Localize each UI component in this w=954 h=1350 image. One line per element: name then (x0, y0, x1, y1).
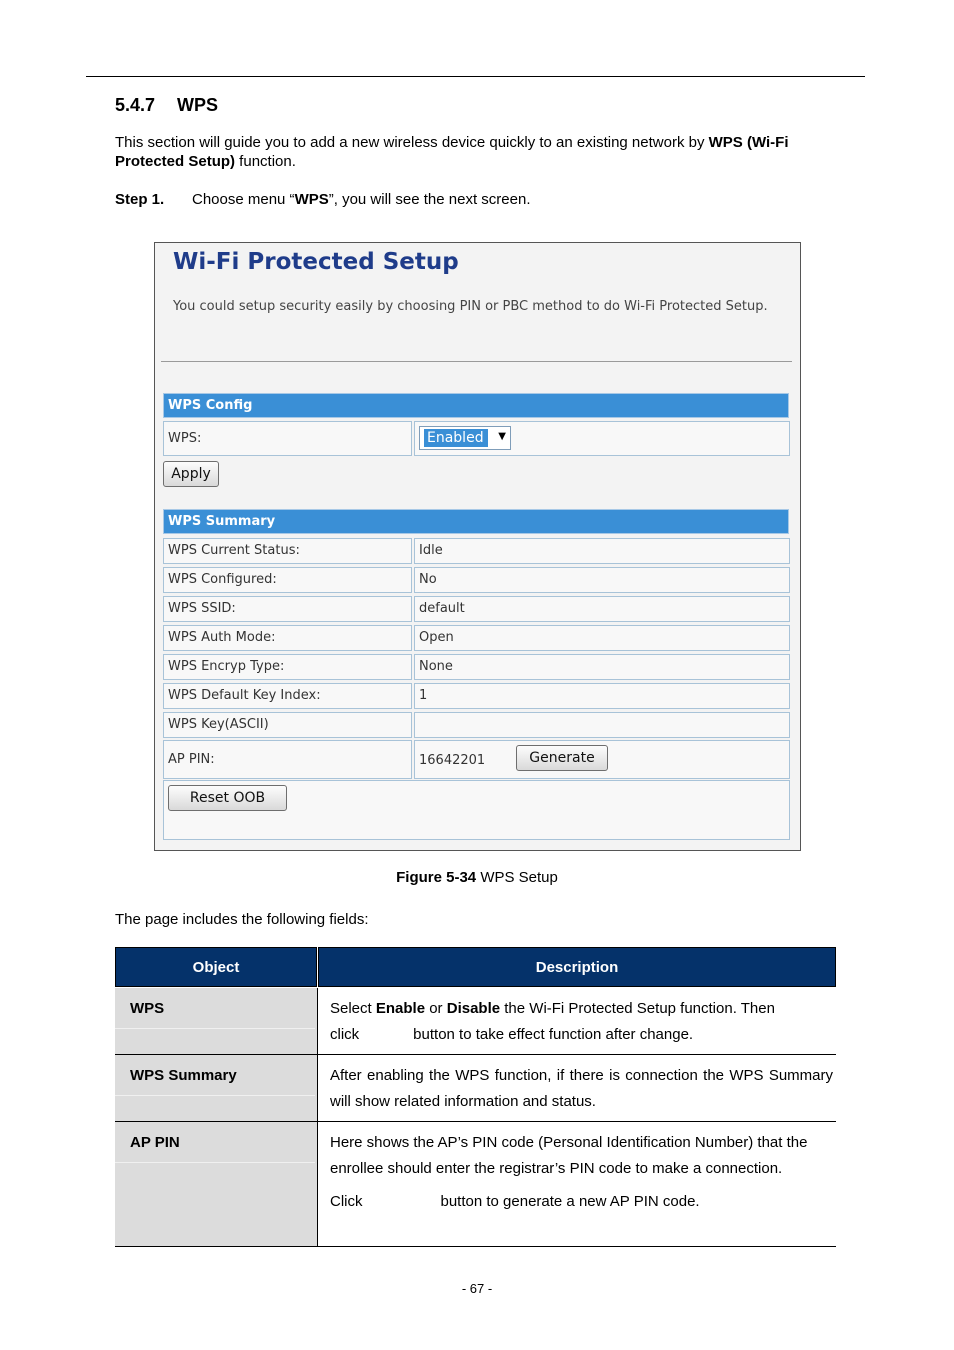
step-1 (115, 190, 531, 209)
desc-text: Here shows the AP’s PIN code (Personal Identification Number) that the enrollee should enter the registrar’s PIN code to make a connection. (330, 1134, 808, 1177)
ap-pin-label: AP PIN: (163, 740, 412, 779)
generate-button[interactable]: Generate (516, 745, 608, 771)
desc-text: the Wi-Fi Protected Setup function. Then (500, 1000, 775, 1017)
intro-text: This section will guide you to add a new wireless device quickly to an existing network by (115, 134, 709, 151)
summary-value: Open (414, 625, 790, 651)
desc-text: button to generate a new AP PIN code. (440, 1193, 700, 1210)
desc-text: Click (330, 1193, 363, 1210)
wps-config-header: WPS Config (163, 393, 789, 418)
table-row-description: After enabling the WPS function, if there is connection the WPS Summary will show related information and status. (330, 1067, 833, 1110)
summary-value: Idle (414, 538, 790, 564)
intro-text-end: function. (235, 153, 296, 170)
intro-paragraph (115, 133, 837, 171)
summary-label: WPS Key(ASCII) (163, 712, 412, 738)
wps-page-description: You could setup security easily by choosing PIN or PBC method to do Wi-Fi Protected Setup. (173, 299, 768, 314)
table-row-object (115, 1055, 317, 1121)
summary-value: default (414, 596, 790, 622)
summary-label: WPS Current Status: (163, 538, 412, 564)
summary-label: WPS Auth Mode: (163, 625, 412, 651)
page-number: - 67 - (461, 1281, 493, 1296)
object-name: WPS (130, 1000, 165, 1017)
column-header-object: Object (115, 947, 317, 987)
desc-text: or (425, 1000, 447, 1017)
step-text-end: ”, you will see the next screen. (328, 191, 531, 208)
summary-label: WPS Encryp Type: (163, 654, 412, 680)
table-row-object (115, 1122, 317, 1246)
wps-setup-screenshot (154, 242, 801, 851)
ap-pin-value: 16642201 (419, 753, 486, 768)
desc-bold: Enable (375, 1000, 426, 1017)
section-title: WPS (177, 95, 219, 115)
desc-text: button to take effect function after change. (413, 1026, 694, 1043)
section-number: 5.4.7 (115, 95, 156, 115)
fields-intro: The page includes the following fields: (115, 911, 369, 928)
step-text: Choose menu “ (192, 191, 295, 208)
summary-label: WPS Default Key Index: (163, 683, 412, 709)
reset-oob-button[interactable]: Reset OOB (168, 785, 287, 811)
intro-bold: WPS (Wi-Fi Protected Setup) (115, 134, 789, 170)
desc-text: Select (330, 1000, 376, 1017)
row-divider (115, 1246, 836, 1247)
summary-value: None (414, 654, 790, 680)
step-label: Step 1. (115, 191, 165, 208)
object-name: AP PIN (130, 1134, 180, 1151)
wps-summary-header: WPS Summary (163, 509, 789, 534)
wps-page-title: Wi-Fi Protected Setup (173, 249, 459, 275)
header-rule (86, 76, 865, 77)
caption-text: WPS Setup (476, 869, 558, 886)
caption-label: Figure 5-34 (396, 869, 477, 886)
summary-value: No (414, 567, 790, 593)
wps-selected-option: Enabled (424, 429, 488, 447)
desc-text: click (330, 1026, 360, 1043)
object-name: WPS Summary (130, 1067, 237, 1084)
desc-bold: Disable (446, 1000, 501, 1017)
table-row-object (115, 988, 317, 1054)
column-divider (317, 988, 318, 1246)
summary-label: WPS SSID: (163, 596, 412, 622)
separator (161, 361, 792, 362)
summary-label: WPS Configured: (163, 567, 412, 593)
table-row-description (318, 988, 836, 1054)
chevron-down-icon: ▼ (498, 431, 506, 442)
summary-value (414, 712, 790, 738)
figure-caption (0, 869, 954, 886)
summary-value: 1 (414, 683, 790, 709)
wps-label: WPS: (163, 421, 412, 456)
table-row-description (318, 1122, 836, 1246)
step-bold: WPS (294, 191, 329, 208)
section-heading (115, 95, 218, 116)
column-header-description: Description (318, 947, 836, 987)
wps-select[interactable] (419, 426, 511, 450)
apply-button[interactable]: Apply (163, 461, 219, 487)
